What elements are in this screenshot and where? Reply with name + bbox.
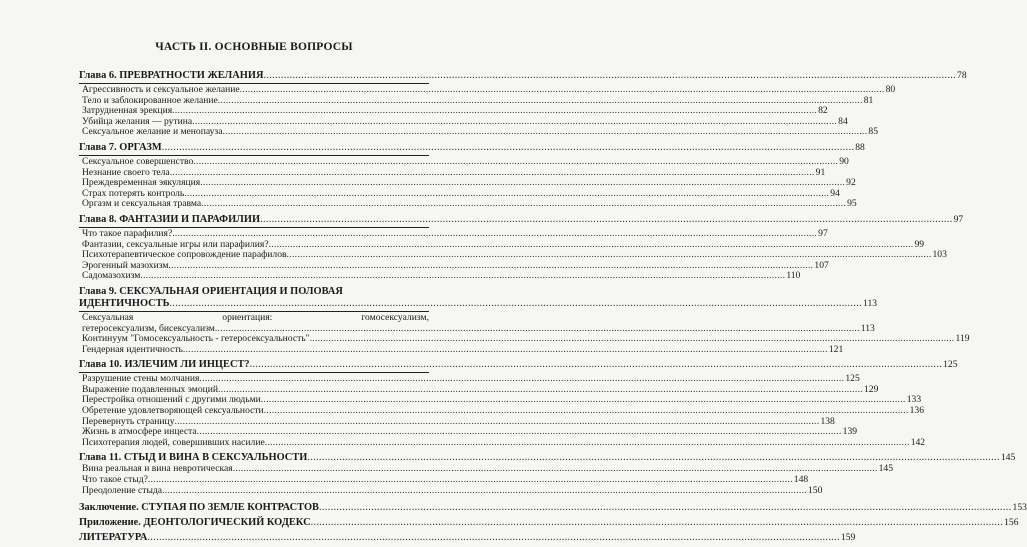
chapter-9-heading-line2[interactable] <box>79 297 878 310</box>
toc-item-title: Эрогенный мазохизм <box>82 259 169 271</box>
chapter-8-section <box>79 213 964 282</box>
toc-item-title: Убийца желания — рутина <box>82 115 193 127</box>
page-number: 142 <box>910 436 926 448</box>
page-number: 136 <box>909 405 925 417</box>
page-number: 91 <box>815 166 826 178</box>
table-of-contents <box>79 40 1027 547</box>
chapter-title: ЛИТЕРАТУРА <box>79 532 148 544</box>
toc-item[interactable] <box>79 227 828 240</box>
toc-item[interactable] <box>79 198 857 210</box>
toc-item[interactable] <box>79 270 801 282</box>
chapter-title: Заключение. СТУПАЯ ПО ЗЕМЛЕ КОНТРАСТОВ <box>79 502 319 514</box>
toc-item[interactable] <box>79 436 926 449</box>
toc-item[interactable] <box>79 126 879 138</box>
page-number: 92 <box>846 177 856 189</box>
chapter-title: ИДЕНТИЧНОСТЬ <box>79 297 170 309</box>
chapter-10-section <box>79 359 958 448</box>
page-number: 80 <box>885 84 896 95</box>
toc-item-title: Разрушение стены молчания <box>82 373 200 385</box>
back-matter <box>79 502 1027 544</box>
toc-item-title: Незнание своего тела <box>82 166 170 178</box>
toc-item-title: Психотерапевтическое сопровождение парафилов <box>82 249 287 261</box>
toc-item-title: Фантазии, сексуальные игры или парафилия? <box>82 238 269 250</box>
page-number: 113 <box>860 322 875 334</box>
toc-item-title: гетеросексуализм, бисексуализм <box>82 322 215 334</box>
page-number: 145 <box>878 463 894 475</box>
page-number: 82 <box>818 105 828 117</box>
page-number: 156 <box>1004 517 1019 529</box>
toc-item-title: Что такое стыд? <box>82 474 148 486</box>
chapter-9-heading-line1[interactable]: Глава 9. СЕКСУАЛЬНАЯ ОРИЕНТАЦИЯ И ПОЛОВАЯ <box>79 285 343 297</box>
page-number: 99 <box>914 238 925 250</box>
page-number: 95 <box>847 198 857 210</box>
page-number: 148 <box>793 474 809 486</box>
page-number: 85 <box>868 126 879 138</box>
toc-item-title: Сексуальное совершенство <box>82 155 194 167</box>
chapter-title: Глава 7. ОРГАЗМ <box>79 141 162 153</box>
toc-item-title: Страх потерять контроль <box>82 187 185 199</box>
page-number: 133 <box>906 394 922 406</box>
page-number: 94 <box>830 187 840 199</box>
toc-item-word: ориентация: <box>222 311 273 323</box>
conclusion-heading[interactable] <box>79 502 1027 514</box>
page-number: 81 <box>863 94 874 106</box>
page-number: 110 <box>786 270 801 282</box>
page-number: 129 <box>863 383 879 395</box>
page-number: 153 <box>1012 502 1027 514</box>
toc-item-title: Вина реальная и вина невротическая <box>82 463 233 475</box>
toc-item-title: Выражение подавленных эмоций <box>82 383 219 395</box>
page-number: 97 <box>953 213 964 225</box>
toc-item-title: Перевернуть страницу <box>82 415 175 427</box>
toc-item-title: Агрессивность и сексуальное желание <box>82 84 240 95</box>
page-number: 107 <box>814 259 829 271</box>
page-number: 159 <box>840 532 856 544</box>
toc-item[interactable] <box>79 343 844 356</box>
chapter-title: Глава 11. СТЫД И ВИНА В СЕКСУАЛЬНОСТИ <box>79 452 308 464</box>
chapter-title: Приложение. ДЕОНТОЛОГИЧЕСКИЙ КОДЕКС <box>79 517 311 529</box>
toc-item-title: Садомазохизм <box>82 270 141 282</box>
toc-item-title: Преждевременная эякуляция <box>82 177 201 189</box>
chapter-title: Глава 6. ПРЕВРАТНОСТИ ЖЕЛАНИЯ <box>79 70 264 81</box>
toc-item-word: Сексуальная <box>82 311 134 323</box>
toc-item-title: Континуум "Гомосексуальность - гетеросексуальность" <box>82 333 310 345</box>
toc-item-title: Психотерапия людей, совершивших насилие <box>82 436 265 448</box>
chapter-7-section <box>79 141 865 210</box>
appendix-heading[interactable] <box>79 517 1019 529</box>
page-number: 88 <box>855 141 865 153</box>
toc-item-line1[interactable] <box>79 313 429 324</box>
page-number: 119 <box>955 333 970 345</box>
toc-item-title: Оргазм и сексуальная травма <box>82 198 202 210</box>
chapter-11-section <box>79 452 1016 496</box>
page-number: 150 <box>808 484 823 496</box>
chapter-6-heading[interactable] <box>79 70 967 82</box>
toc-item-title: Гендерная идентичность <box>82 343 183 355</box>
chapter-title: Глава 8. ФАНТАЗИИ И ПАРАФИЛИИ <box>79 213 261 225</box>
toc-item[interactable] <box>79 84 896 96</box>
toc-item-title: Затрудненная эрекция <box>82 105 173 117</box>
chapter-title: Глава 10. ИЗЛЕЧИМ ЛИ ИНЦЕСТ? <box>79 359 250 371</box>
toc-item-title: Что такое парафилия? <box>82 227 173 239</box>
page-number: 139 <box>842 426 858 438</box>
toc-item-title: Жизнь в атмосфере инцеста <box>82 426 197 438</box>
toc-item[interactable] <box>79 155 849 168</box>
page-number: 121 <box>828 343 844 355</box>
page-number: 138 <box>820 415 835 427</box>
page-number: 84 <box>838 115 848 127</box>
page-number: 113 <box>863 297 878 309</box>
part-title: ЧАСТЬ II. ОСНОВНЫЕ ВОПРОСЫ <box>155 41 353 53</box>
toc-item-title: Тело и заблокированное желание <box>82 94 218 106</box>
page-number: 97 <box>818 227 828 239</box>
toc-item-title: Перестройка отношений с другими людьми <box>82 394 261 406</box>
page-number: 145 <box>1000 452 1016 464</box>
page-number: 125 <box>845 373 860 385</box>
page-number: 103 <box>932 249 947 261</box>
chapter-9-section <box>79 285 970 355</box>
chapter-10-heading[interactable] <box>79 359 958 371</box>
chapter-7-heading[interactable] <box>79 141 865 154</box>
page-number: 125 <box>943 359 958 371</box>
toc-item-title: Обретение удовлетворяющей сексуальности <box>82 405 264 417</box>
chapter-8-heading[interactable] <box>79 213 964 226</box>
chapter-6-section <box>79 70 967 138</box>
page-number: 90 <box>839 155 849 167</box>
toc-item-word: гомосексуализм, <box>361 311 429 323</box>
literature-heading[interactable] <box>79 532 856 544</box>
toc-item-title: Сексуальное желание и менопауза <box>82 126 223 138</box>
page-number: 78 <box>957 70 967 81</box>
toc-item[interactable] <box>79 484 823 497</box>
toc-item-title: Преодоление стыда <box>82 484 163 496</box>
